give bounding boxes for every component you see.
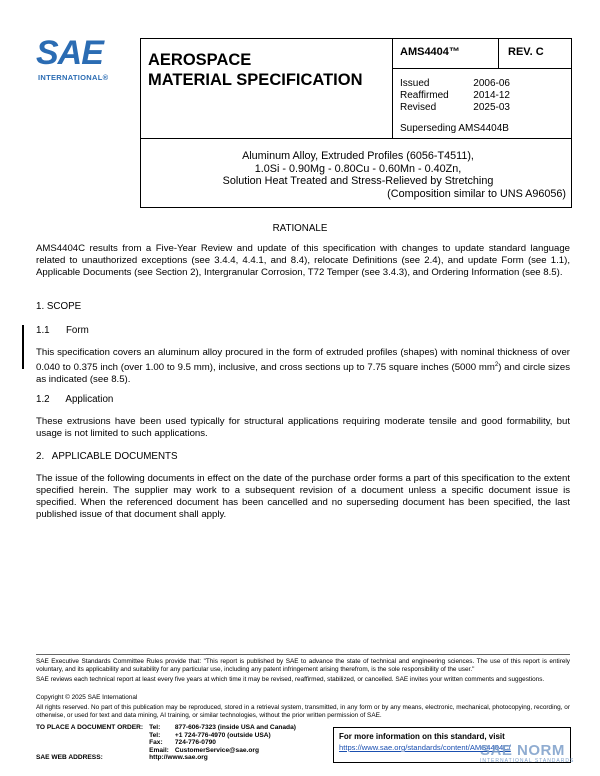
subject-composition: (Composition similar to UNS A96056): [387, 187, 566, 200]
email-address[interactable]: CustomerService@sae.org: [174, 746, 260, 754]
application-text: These extrusions have been used typically for structural applications requiring moderate tensile and good formability, but usage is not limited to such applications.: [36, 416, 570, 439]
document-number: AMS4404™: [400, 46, 460, 58]
divider: [140, 138, 572, 139]
subject-line: Aluminum Alloy, Extruded Profiles (6056-T4511),: [242, 150, 474, 162]
spec-title-line1: AEROSPACE: [148, 51, 252, 69]
change-bar: [22, 325, 24, 369]
form-text: This specification covers an aluminum alloy procured in the form of extruded profiles (shapes) with nominal thickness of over 0.040 to 0.375 inch (over 1.00 to 9.5 mm), inclusive, and cross sections up to 7.75 square inches (5000 $mm^2$) and circle sizes as indicated (see 8.5).: [36, 347, 571, 386]
footer-review: SAE reviews each technical report at least every five years at which time it may be revised, reaffirmed, stabilized, or cancelled. SAE invites your written comments and suggestions.: [36, 676, 545, 683]
divider: [498, 38, 499, 68]
phone-2: +1 724-776-4970 (outside USA): [174, 731, 271, 739]
footer-divider: [36, 654, 570, 655]
logo-subtitle: INTERNATIONAL®: [38, 73, 109, 82]
footer-rules: SAE Executive Standards Committee Rules provide that: "This report is published by SAE to advance the state of technical and engineering sciences. The use of this report is entirely voluntary, and its applicability and suitability for any particular use, including any patent infringement arising therefrom, is the sole responsibility of the user.": [36, 658, 570, 673]
date-reaffirmed: Reaffirmed 2014-12: [400, 90, 510, 101]
divider: [392, 38, 393, 138]
phone-1: 877-606-7323 (inside USA and Canada): [174, 724, 296, 731]
section-form-heading: 1.1 Form: [36, 325, 89, 336]
watermark-subtitle: INTERNATIONAL STANDARDS: [480, 758, 575, 764]
footer-copyright: Copyright © 2025 SAE International: [36, 694, 138, 701]
revision-label: REV. C: [508, 46, 544, 58]
rationale-text: AMS4404C results from a Five-Year Review and update of this specification with changes to update standard language related to unauthorized exceptions (see 3.4.4, 4.4.1, and 8.4), relocate Definitions (see 2.4), and update Form (see 1.1), Applicable Documents (see Section 2), Intergranular Corrosion, T72 Temper (see 3.4.3), and Ordering Information (see 8.5).: [36, 243, 570, 278]
web-label: SAE WEB ADDRESS:: [36, 754, 103, 762]
section-docs-heading: 2. APPLICABLE DOCUMENTS: [36, 451, 178, 462]
footer-rights: All rights reserved. No part of this publication may be reproduced, stored in a retrieval system, transmitted, in any form or by any means, electronic, mechanical, photocopying, recording, or otherwise, or used for text and data mining, AI training, or similar technologies, without the prior written permission of SAE.: [36, 704, 570, 719]
order-label: TO PLACE A DOCUMENT ORDER:: [36, 724, 144, 731]
more-info-title: For more information on this standard, visit: [339, 732, 505, 741]
date-issued: Issued 2006-06: [400, 78, 510, 89]
logo-wordmark: SAE: [36, 34, 103, 72]
dates-block: [400, 78, 510, 114]
contact-table: TO PLACE A DOCUMENT ORDER: Tel: 877-606-7323 (inside USA and Canada) Tel: +1 724-776-4970 (outside USA) Fax: 724-776-0790 Email: CustomerService@sae.org SAE WEB ADDRESS: http://www.sae.org: [36, 724, 302, 762]
sae-logo: [36, 36, 126, 86]
standard-link[interactable]: https://www.sae.org/standards/content/AMS4404C/: [339, 743, 511, 752]
superseding-note: Superseding AMS4404B: [400, 123, 509, 134]
date-revised: Revised 2025-03: [400, 102, 510, 113]
section-application-heading: 1.2 Application: [36, 394, 114, 405]
spec-title: [148, 50, 363, 90]
watermark-logo: SAE NORM: [480, 742, 565, 759]
web-address[interactable]: http://www.sae.org: [149, 754, 208, 762]
docs-text: The issue of the following documents in effect on the date of the purchase order forms a part of this specification to the extent specified herein. The supplier may work to a subsequent revision of a document unless a specific document issue is specified. When the referenced document has been cancelled and no superseding document has been specified, the last published issue of that document shall apply.: [36, 473, 570, 520]
subject-line: Solution Heat Treated and Stress-Relieved by Stretching: [222, 175, 494, 187]
rationale-heading: RATIONALE: [272, 223, 328, 234]
subject-line: 1.0Si - 0.90Mg - 0.80Cu - 0.60Mn - 0.40Zn,: [254, 162, 462, 175]
spec-title-line2: MATERIAL SPECIFICATION: [148, 71, 363, 89]
fax-number: 724-776-0790: [174, 739, 216, 747]
divider: [392, 68, 572, 69]
section-scope-heading: 1. SCOPE: [36, 301, 82, 312]
spec-subject: [150, 150, 566, 200]
